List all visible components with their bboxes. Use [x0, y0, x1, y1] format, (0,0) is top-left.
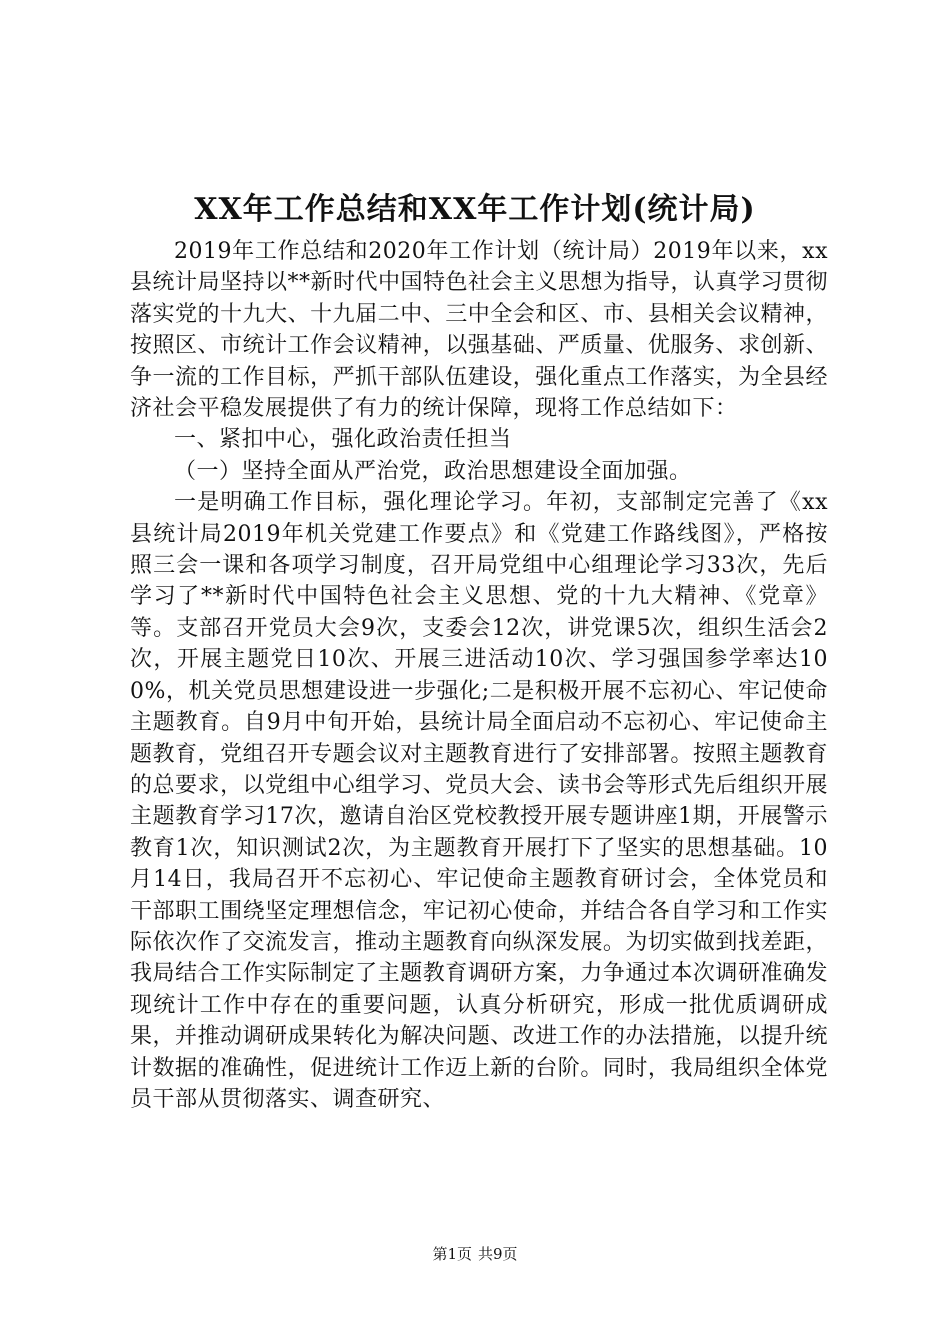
document-body	[130, 236, 828, 1115]
page-footer	[0, 1244, 950, 1264]
subsection-heading-1: （一）坚持全面从严治党，政治思想建设全面加强。	[174, 458, 692, 484]
body-paragraph-intro: 2019年工作总结和2020年工作计划（统计局）2019年以来，xx县统计局坚持以**新时代中国特色社会主义思想为指导，认真学习贯彻落实党的十九大、十九届二中、三中全会和区、市、县相关会议精神，按照区、市统计工作会议精神，以强基础、严质量、优服务、求创新、争一流的工作目标，严抓干部队伍建设，强化重点工作落实，为全县经济社会平稳发展提供了有力的统计保障，现将工作总结如下：	[130, 239, 829, 422]
section-heading-1: 一、紧扣中心，强化政治责任担当	[174, 427, 512, 453]
page-total: 共9页	[478, 1245, 518, 1263]
body-paragraph-main: 一是明确工作目标，强化理论学习。年初，支部制定完善了《xx县统计局2019年机关党建工作要点》和《党建工作路线图》，严格按照三会一课和各项学习制度，召开局党组中心组理论学习33次，先后学习了**新时代中国特色社会主义思想、党的十九大精神、《党章》等。支部召开党员大会9次，支委会12次，讲党课5次，组织生活会2次，开展主题党日10次、开展三进活动10次、学习强国参学率达100%，机关党员思想建设进一步强化;二是积极开展不忘初心、牢记使命主题教育。自9月中旬开始，县统计局全面启动不忘初心、牢记使命主题教育，党组召开专题会议对主题教育进行了安排部署。按照主题教育的总要求，以党组中心组学习、党员大会、读书会等形式先后组织开展主题教育学习17次，邀请自治区党校教授开展专题讲座1期，开展警示教育1次，知识测试2次，为主题教育开展打下了坚实的思想基础。10月14日，我局召开不忘初心、牢记使命主题教育研讨会，全体党员和干部职工围绕坚定理想信念，牢记初心使命，并结合各自学习和工作实际依次作了交流发言，推动主题教育向纵深发展。为切实做到找差距，我局结合工作实际制定了主题教育调研方案，力争通过本次调研准确发现统计工作中存在的重要问题，认真分析研究，形成一批优质调研成果，并推动调研成果转化为解决问题、改进工作的办法措施，以提升统计数据的准确性，促进统计工作迈上新的台阶。同时，我局组织全体党员干部从贯彻落实、调查研究、	[130, 490, 829, 1112]
document-title: XX年工作总结和XX年工作计划(统计局)	[194, 192, 756, 227]
page-number: 第1页	[432, 1245, 472, 1263]
